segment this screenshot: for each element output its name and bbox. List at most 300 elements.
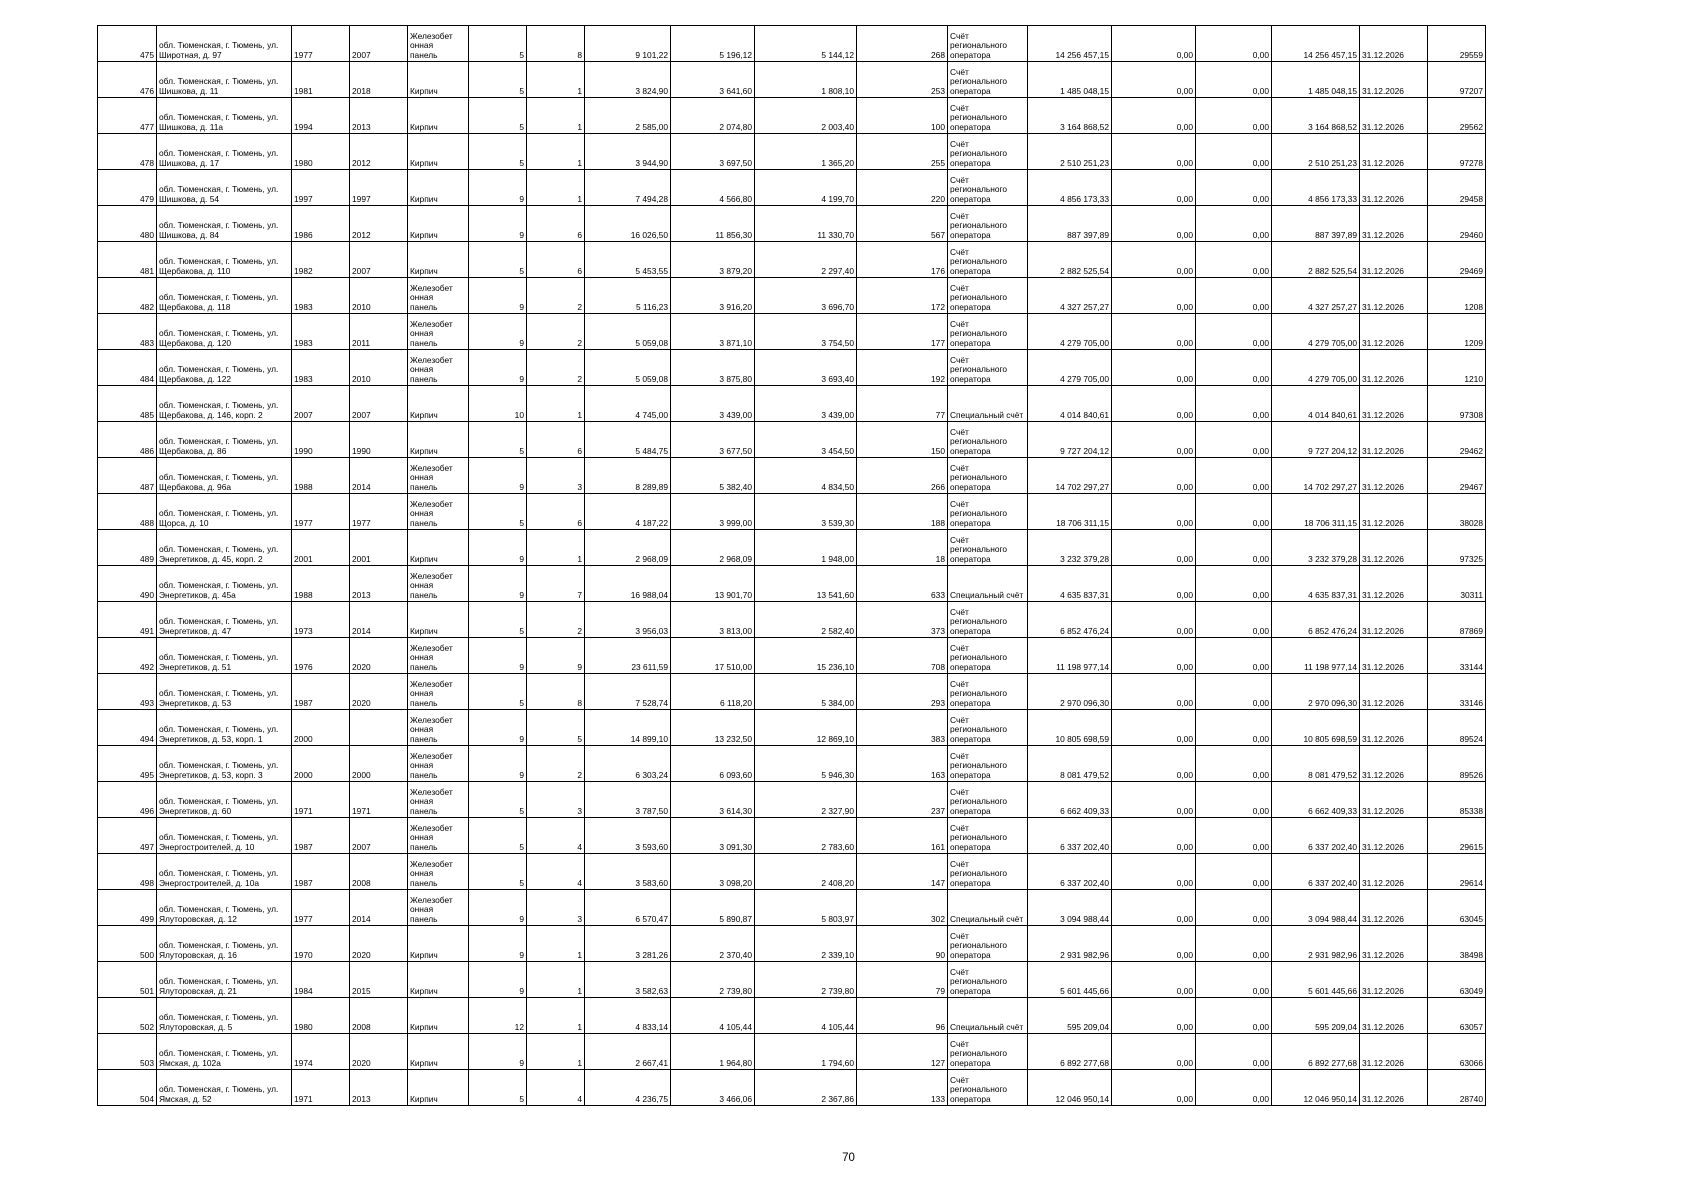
- residential-area-cell: 2 783,60: [755, 818, 857, 854]
- wall-material-cell: Кирпич: [408, 170, 469, 206]
- fund-method-cell: Специальный счёт: [948, 386, 1028, 422]
- federal-funds-cell: 0,00: [1112, 1070, 1196, 1106]
- fund-method-cell: Счёт регионального оператора: [948, 98, 1028, 134]
- total-area-cell: 4 745,00: [585, 386, 671, 422]
- address-cell: обл. Тюменская, г. Тюмень, ул. Энергетиков, д. 53, корп. 1: [157, 710, 292, 746]
- total-area-cell: 23 611,59: [585, 638, 671, 674]
- wall-material-cell: Железобет онная панель: [408, 566, 469, 602]
- deadline-date-cell: 31.12.2026: [1360, 494, 1428, 530]
- address-cell: обл. Тюменская, г. Тюмень, ул. Ялуторовская, д. 12: [157, 890, 292, 926]
- federal-funds-cell: 0,00: [1112, 278, 1196, 314]
- floors-cell: 5: [469, 26, 527, 62]
- entrances-cell: 9: [527, 638, 585, 674]
- row-number-cell: 480: [98, 206, 157, 242]
- total-cost-cell: 2 510 251,23: [1028, 134, 1112, 170]
- residents-cell: 383: [857, 710, 948, 746]
- total-cost-cell: 2 970 096,30: [1028, 674, 1112, 710]
- entrances-cell: 1: [527, 134, 585, 170]
- floors-cell: 9: [469, 566, 527, 602]
- regional-funds-cell: 0,00: [1196, 746, 1272, 782]
- house-code-cell: 89526: [1428, 746, 1486, 782]
- residents-cell: 220: [857, 170, 948, 206]
- table-row: [98, 962, 1486, 998]
- entrances-cell: 2: [527, 278, 585, 314]
- wall-material-cell: Кирпич: [408, 134, 469, 170]
- build-year-cell: 1982: [292, 242, 350, 278]
- overhaul-year-cell: 2020: [350, 1034, 408, 1070]
- residents-cell: 163: [857, 746, 948, 782]
- wall-material-cell: Железобет онная панель: [408, 494, 469, 530]
- table-row: [98, 26, 1486, 62]
- owners-funds-cell: 4 014 840,61: [1272, 386, 1360, 422]
- overhaul-year-cell: 2013: [350, 98, 408, 134]
- owners-funds-cell: 10 805 698,59: [1272, 710, 1360, 746]
- premises-area-cell: 3 466,06: [671, 1070, 755, 1106]
- total-cost-cell: 10 805 698,59: [1028, 710, 1112, 746]
- residential-area-cell: 2 582,40: [755, 602, 857, 638]
- house-code-cell: 29467: [1428, 458, 1486, 494]
- address-cell: обл. Тюменская, г. Тюмень, ул. Шишкова, д. 54: [157, 170, 292, 206]
- total-area-cell: 3 281,26: [585, 926, 671, 962]
- federal-funds-cell: 0,00: [1112, 602, 1196, 638]
- address-cell: обл. Тюменская, г. Тюмень, ул. Щербакова, д. 122: [157, 350, 292, 386]
- build-year-cell: 1980: [292, 998, 350, 1034]
- overhaul-year-cell: 2020: [350, 638, 408, 674]
- address-cell: обл. Тюменская, г. Тюмень, ул. Шишкова, д. 84: [157, 206, 292, 242]
- house-code-cell: 1210: [1428, 350, 1486, 386]
- wall-material-cell: Кирпич: [408, 602, 469, 638]
- table-row: [98, 818, 1486, 854]
- floors-cell: 9: [469, 710, 527, 746]
- wall-material-cell: Железобет онная панель: [408, 710, 469, 746]
- entrances-cell: 4: [527, 854, 585, 890]
- owners-funds-cell: 18 706 311,15: [1272, 494, 1360, 530]
- fund-method-cell: Счёт регионального оператора: [948, 422, 1028, 458]
- table-row: [98, 206, 1486, 242]
- residential-area-cell: 3 693,40: [755, 350, 857, 386]
- total-cost-cell: 14 256 457,15: [1028, 26, 1112, 62]
- premises-area-cell: 3 697,50: [671, 134, 755, 170]
- fund-method-cell: Счёт регионального оператора: [948, 62, 1028, 98]
- entrances-cell: 2: [527, 314, 585, 350]
- deadline-date-cell: 31.12.2026: [1360, 422, 1428, 458]
- row-number-cell: 477: [98, 98, 157, 134]
- deadline-date-cell: 31.12.2026: [1360, 62, 1428, 98]
- premises-area-cell: 5 382,40: [671, 458, 755, 494]
- address-cell: обл. Тюменская, г. Тюмень, ул. Энергостроителей, д. 10: [157, 818, 292, 854]
- total-area-cell: 7 528,74: [585, 674, 671, 710]
- floors-cell: 5: [469, 674, 527, 710]
- entrances-cell: 1: [527, 170, 585, 206]
- total-area-cell: 5 453,55: [585, 242, 671, 278]
- deadline-date-cell: 31.12.2026: [1360, 962, 1428, 998]
- premises-area-cell: 1 964,80: [671, 1034, 755, 1070]
- table-row: [98, 422, 1486, 458]
- residential-area-cell: 3 754,50: [755, 314, 857, 350]
- floors-cell: 9: [469, 170, 527, 206]
- entrances-cell: 4: [527, 1070, 585, 1106]
- table-row: [98, 1034, 1486, 1070]
- federal-funds-cell: 0,00: [1112, 530, 1196, 566]
- total-cost-cell: 4 014 840,61: [1028, 386, 1112, 422]
- build-year-cell: 1997: [292, 170, 350, 206]
- total-cost-cell: 14 702 297,27: [1028, 458, 1112, 494]
- fund-method-cell: Счёт регионального оператора: [948, 530, 1028, 566]
- entrances-cell: 8: [527, 26, 585, 62]
- floors-cell: 9: [469, 278, 527, 314]
- table-row: [98, 1070, 1486, 1106]
- residential-area-cell: 2 367,86: [755, 1070, 857, 1106]
- house-code-cell: 85338: [1428, 782, 1486, 818]
- total-area-cell: 3 583,60: [585, 854, 671, 890]
- total-cost-cell: 8 081 479,52: [1028, 746, 1112, 782]
- floors-cell: 5: [469, 62, 527, 98]
- build-year-cell: 1986: [292, 206, 350, 242]
- deadline-date-cell: 31.12.2026: [1360, 674, 1428, 710]
- row-number-cell: 494: [98, 710, 157, 746]
- total-area-cell: 6 570,47: [585, 890, 671, 926]
- premises-area-cell: 2 968,09: [671, 530, 755, 566]
- entrances-cell: 1: [527, 926, 585, 962]
- federal-funds-cell: 0,00: [1112, 98, 1196, 134]
- residential-area-cell: 1 365,20: [755, 134, 857, 170]
- entrances-cell: 1: [527, 98, 585, 134]
- total-area-cell: 6 303,24: [585, 746, 671, 782]
- build-year-cell: 1971: [292, 1070, 350, 1106]
- total-cost-cell: 4 279 705,00: [1028, 314, 1112, 350]
- row-number-cell: 491: [98, 602, 157, 638]
- house-code-cell: 38498: [1428, 926, 1486, 962]
- house-code-cell: 29562: [1428, 98, 1486, 134]
- entrances-cell: 4: [527, 818, 585, 854]
- fund-method-cell: Специальный счёт: [948, 890, 1028, 926]
- row-number-cell: 479: [98, 170, 157, 206]
- entrances-cell: 1: [527, 386, 585, 422]
- regional-funds-cell: 0,00: [1196, 926, 1272, 962]
- deadline-date-cell: 31.12.2026: [1360, 458, 1428, 494]
- row-number-cell: 502: [98, 998, 157, 1034]
- address-cell: обл. Тюменская, г. Тюмень, ул. Шишкова, д. 17: [157, 134, 292, 170]
- owners-funds-cell: 12 046 950,14: [1272, 1070, 1360, 1106]
- row-number-cell: 488: [98, 494, 157, 530]
- floors-cell: 5: [469, 242, 527, 278]
- owners-funds-cell: 6 662 409,33: [1272, 782, 1360, 818]
- floors-cell: 5: [469, 854, 527, 890]
- house-code-cell: 29458: [1428, 170, 1486, 206]
- floors-cell: 5: [469, 818, 527, 854]
- floors-cell: 5: [469, 422, 527, 458]
- residential-area-cell: 4 105,44: [755, 998, 857, 1034]
- regional-funds-cell: 0,00: [1196, 854, 1272, 890]
- build-year-cell: 1987: [292, 854, 350, 890]
- residents-cell: 96: [857, 998, 948, 1034]
- residents-cell: 237: [857, 782, 948, 818]
- floors-cell: 9: [469, 962, 527, 998]
- regional-funds-cell: 0,00: [1196, 602, 1272, 638]
- table-row: [98, 602, 1486, 638]
- total-cost-cell: 6 337 202,40: [1028, 818, 1112, 854]
- total-cost-cell: 12 046 950,14: [1028, 1070, 1112, 1106]
- wall-material-cell: Кирпич: [408, 62, 469, 98]
- residential-area-cell: 4 199,70: [755, 170, 857, 206]
- wall-material-cell: Железобет онная панель: [408, 314, 469, 350]
- residential-area-cell: 5 946,30: [755, 746, 857, 782]
- entrances-cell: 2: [527, 350, 585, 386]
- wall-material-cell: Железобет онная панель: [408, 26, 469, 62]
- total-cost-cell: 887 397,89: [1028, 206, 1112, 242]
- regional-funds-cell: 0,00: [1196, 314, 1272, 350]
- address-cell: обл. Тюменская, г. Тюмень, ул. Энергетиков, д. 45, корп. 2: [157, 530, 292, 566]
- premises-area-cell: 3 098,20: [671, 854, 755, 890]
- entrances-cell: 1: [527, 62, 585, 98]
- build-year-cell: 1988: [292, 566, 350, 602]
- build-year-cell: 2001: [292, 530, 350, 566]
- fund-method-cell: Счёт регионального оператора: [948, 26, 1028, 62]
- regional-funds-cell: 0,00: [1196, 62, 1272, 98]
- federal-funds-cell: 0,00: [1112, 26, 1196, 62]
- overhaul-year-cell: 1977: [350, 494, 408, 530]
- wall-material-cell: Железобет онная панель: [408, 818, 469, 854]
- total-cost-cell: 4 327 257,27: [1028, 278, 1112, 314]
- overhaul-year-cell: 2012: [350, 134, 408, 170]
- owners-funds-cell: 4 279 705,00: [1272, 314, 1360, 350]
- build-year-cell: 2000: [292, 746, 350, 782]
- row-number-cell: 487: [98, 458, 157, 494]
- overhaul-year-cell: 2018: [350, 62, 408, 98]
- overhaul-year-cell: 2014: [350, 458, 408, 494]
- wall-material-cell: Железобет онная панель: [408, 746, 469, 782]
- residential-area-cell: 2 327,90: [755, 782, 857, 818]
- entrances-cell: 6: [527, 242, 585, 278]
- total-cost-cell: 9 727 204,12: [1028, 422, 1112, 458]
- residents-cell: 90: [857, 926, 948, 962]
- floors-cell: 5: [469, 1070, 527, 1106]
- build-year-cell: 1977: [292, 890, 350, 926]
- build-year-cell: 1987: [292, 674, 350, 710]
- premises-area-cell: 3 091,30: [671, 818, 755, 854]
- fund-method-cell: Счёт регионального оператора: [948, 710, 1028, 746]
- residents-cell: 133: [857, 1070, 948, 1106]
- residents-cell: 192: [857, 350, 948, 386]
- residential-area-cell: 12 869,10: [755, 710, 857, 746]
- house-code-cell: 63049: [1428, 962, 1486, 998]
- owners-funds-cell: 2 882 525,54: [1272, 242, 1360, 278]
- regional-funds-cell: 0,00: [1196, 1034, 1272, 1070]
- fund-method-cell: Счёт регионального оператора: [948, 242, 1028, 278]
- table-row: [98, 170, 1486, 206]
- deadline-date-cell: 31.12.2026: [1360, 998, 1428, 1034]
- total-area-cell: 2 585,00: [585, 98, 671, 134]
- regional-funds-cell: 0,00: [1196, 386, 1272, 422]
- residents-cell: 77: [857, 386, 948, 422]
- fund-method-cell: Специальный счёт: [948, 998, 1028, 1034]
- row-number-cell: 484: [98, 350, 157, 386]
- owners-funds-cell: 595 209,04: [1272, 998, 1360, 1034]
- owners-funds-cell: 11 198 977,14: [1272, 638, 1360, 674]
- regional-funds-cell: 0,00: [1196, 890, 1272, 926]
- overhaul-year-cell: 2007: [350, 386, 408, 422]
- table-row: [98, 278, 1486, 314]
- total-area-cell: 14 899,10: [585, 710, 671, 746]
- overhaul-year-cell: 2012: [350, 206, 408, 242]
- house-code-cell: 29615: [1428, 818, 1486, 854]
- deadline-date-cell: 31.12.2026: [1360, 782, 1428, 818]
- premises-area-cell: 3 875,80: [671, 350, 755, 386]
- floors-cell: 5: [469, 494, 527, 530]
- floors-cell: 10: [469, 386, 527, 422]
- residential-area-cell: 4 834,50: [755, 458, 857, 494]
- total-area-cell: 4 833,14: [585, 998, 671, 1034]
- total-cost-cell: 4 279 705,00: [1028, 350, 1112, 386]
- entrances-cell: 1: [527, 1034, 585, 1070]
- premises-area-cell: 3 999,00: [671, 494, 755, 530]
- build-year-cell: 1988: [292, 458, 350, 494]
- residential-area-cell: 13 541,60: [755, 566, 857, 602]
- federal-funds-cell: 0,00: [1112, 782, 1196, 818]
- premises-area-cell: 6 093,60: [671, 746, 755, 782]
- floors-cell: 5: [469, 602, 527, 638]
- total-area-cell: 3 956,03: [585, 602, 671, 638]
- fund-method-cell: Счёт регионального оператора: [948, 458, 1028, 494]
- deadline-date-cell: 31.12.2026: [1360, 1034, 1428, 1070]
- regional-funds-cell: 0,00: [1196, 962, 1272, 998]
- build-year-cell: 1970: [292, 926, 350, 962]
- address-cell: обл. Тюменская, г. Тюмень, ул. Щербакова, д. 118: [157, 278, 292, 314]
- regional-funds-cell: 0,00: [1196, 98, 1272, 134]
- fund-method-cell: Счёт регионального оператора: [948, 494, 1028, 530]
- total-area-cell: 3 582,63: [585, 962, 671, 998]
- federal-funds-cell: 0,00: [1112, 458, 1196, 494]
- entrances-cell: 6: [527, 494, 585, 530]
- premises-area-cell: 3 614,30: [671, 782, 755, 818]
- floors-cell: 12: [469, 998, 527, 1034]
- wall-material-cell: Кирпич: [408, 206, 469, 242]
- wall-material-cell: Железобет онная панель: [408, 674, 469, 710]
- residents-cell: 708: [857, 638, 948, 674]
- address-cell: обл. Тюменская, г. Тюмень, ул. Ялуторовская, д. 16: [157, 926, 292, 962]
- entrances-cell: 7: [527, 566, 585, 602]
- overhaul-year-cell: 1990: [350, 422, 408, 458]
- row-number-cell: 476: [98, 62, 157, 98]
- federal-funds-cell: 0,00: [1112, 998, 1196, 1034]
- owners-funds-cell: 3 164 868,52: [1272, 98, 1360, 134]
- total-cost-cell: 2 931 982,96: [1028, 926, 1112, 962]
- residential-area-cell: 3 439,00: [755, 386, 857, 422]
- table-row: [98, 854, 1486, 890]
- overhaul-year-cell: 2007: [350, 242, 408, 278]
- residents-cell: 176: [857, 242, 948, 278]
- deadline-date-cell: 31.12.2026: [1360, 638, 1428, 674]
- total-area-cell: 16 026,50: [585, 206, 671, 242]
- wall-material-cell: Железобет онная панель: [408, 458, 469, 494]
- house-code-cell: 1208: [1428, 278, 1486, 314]
- federal-funds-cell: 0,00: [1112, 962, 1196, 998]
- wall-material-cell: Кирпич: [408, 1034, 469, 1070]
- regional-funds-cell: 0,00: [1196, 674, 1272, 710]
- fund-method-cell: Счёт регионального оператора: [948, 134, 1028, 170]
- federal-funds-cell: 0,00: [1112, 674, 1196, 710]
- regional-funds-cell: 0,00: [1196, 494, 1272, 530]
- total-cost-cell: 3 164 868,52: [1028, 98, 1112, 134]
- owners-funds-cell: 6 337 202,40: [1272, 818, 1360, 854]
- total-cost-cell: 4 635 837,31: [1028, 566, 1112, 602]
- table-row: [98, 746, 1486, 782]
- residential-area-cell: 2 297,40: [755, 242, 857, 278]
- total-area-cell: 3 944,90: [585, 134, 671, 170]
- build-year-cell: 1974: [292, 1034, 350, 1070]
- owners-funds-cell: 2 931 982,96: [1272, 926, 1360, 962]
- row-number-cell: 478: [98, 134, 157, 170]
- residents-cell: 172: [857, 278, 948, 314]
- build-year-cell: 1973: [292, 602, 350, 638]
- premises-area-cell: 17 510,00: [671, 638, 755, 674]
- owners-funds-cell: 5 601 445,66: [1272, 962, 1360, 998]
- address-cell: обл. Тюменская, г. Тюмень, ул. Шишкова, д. 11а: [157, 98, 292, 134]
- residential-area-cell: 3 539,30: [755, 494, 857, 530]
- owners-funds-cell: 2 970 096,30: [1272, 674, 1360, 710]
- overhaul-year-cell: 2020: [350, 674, 408, 710]
- federal-funds-cell: 0,00: [1112, 170, 1196, 206]
- premises-area-cell: 2 074,80: [671, 98, 755, 134]
- total-cost-cell: 2 882 525,54: [1028, 242, 1112, 278]
- premises-area-cell: 13 232,50: [671, 710, 755, 746]
- total-cost-cell: 3 094 988,44: [1028, 890, 1112, 926]
- regional-funds-cell: 0,00: [1196, 350, 1272, 386]
- floors-cell: 5: [469, 782, 527, 818]
- row-number-cell: 497: [98, 818, 157, 854]
- wall-material-cell: Железобет онная панель: [408, 350, 469, 386]
- residential-area-cell: 1 794,60: [755, 1034, 857, 1070]
- regional-funds-cell: 0,00: [1196, 278, 1272, 314]
- deadline-date-cell: 31.12.2026: [1360, 566, 1428, 602]
- residents-cell: 177: [857, 314, 948, 350]
- regional-funds-cell: 0,00: [1196, 422, 1272, 458]
- row-number-cell: 493: [98, 674, 157, 710]
- address-cell: обл. Тюменская, г. Тюмень, ул. Щербакова, д. 120: [157, 314, 292, 350]
- entrances-cell: 8: [527, 674, 585, 710]
- federal-funds-cell: 0,00: [1112, 386, 1196, 422]
- build-year-cell: 1983: [292, 314, 350, 350]
- total-area-cell: 2 667,41: [585, 1034, 671, 1070]
- deadline-date-cell: 31.12.2026: [1360, 98, 1428, 134]
- regional-funds-cell: 0,00: [1196, 170, 1272, 206]
- floors-cell: 9: [469, 1034, 527, 1070]
- address-cell: обл. Тюменская, г. Тюмень, ул. Ялуторовская, д. 21: [157, 962, 292, 998]
- row-number-cell: 490: [98, 566, 157, 602]
- residential-area-cell: 3 454,50: [755, 422, 857, 458]
- address-cell: обл. Тюменская, г. Тюмень, ул. Щербакова, д. 110: [157, 242, 292, 278]
- premises-area-cell: 3 439,00: [671, 386, 755, 422]
- residents-cell: 188: [857, 494, 948, 530]
- federal-funds-cell: 0,00: [1112, 134, 1196, 170]
- build-year-cell: 1983: [292, 278, 350, 314]
- federal-funds-cell: 0,00: [1112, 818, 1196, 854]
- build-year-cell: 1976: [292, 638, 350, 674]
- residents-cell: 268: [857, 26, 948, 62]
- build-year-cell: 1994: [292, 98, 350, 134]
- build-year-cell: 1990: [292, 422, 350, 458]
- deadline-date-cell: 31.12.2026: [1360, 314, 1428, 350]
- residents-cell: 161: [857, 818, 948, 854]
- federal-funds-cell: 0,00: [1112, 206, 1196, 242]
- fund-method-cell: Счёт регионального оператора: [948, 854, 1028, 890]
- registry-table-container: [97, 25, 1485, 1106]
- address-cell: обл. Тюменская, г. Тюмень, ул. Ямская, д. 52: [157, 1070, 292, 1106]
- total-area-cell: 3 824,90: [585, 62, 671, 98]
- regional-funds-cell: 0,00: [1196, 710, 1272, 746]
- floors-cell: 9: [469, 206, 527, 242]
- premises-area-cell: 13 901,70: [671, 566, 755, 602]
